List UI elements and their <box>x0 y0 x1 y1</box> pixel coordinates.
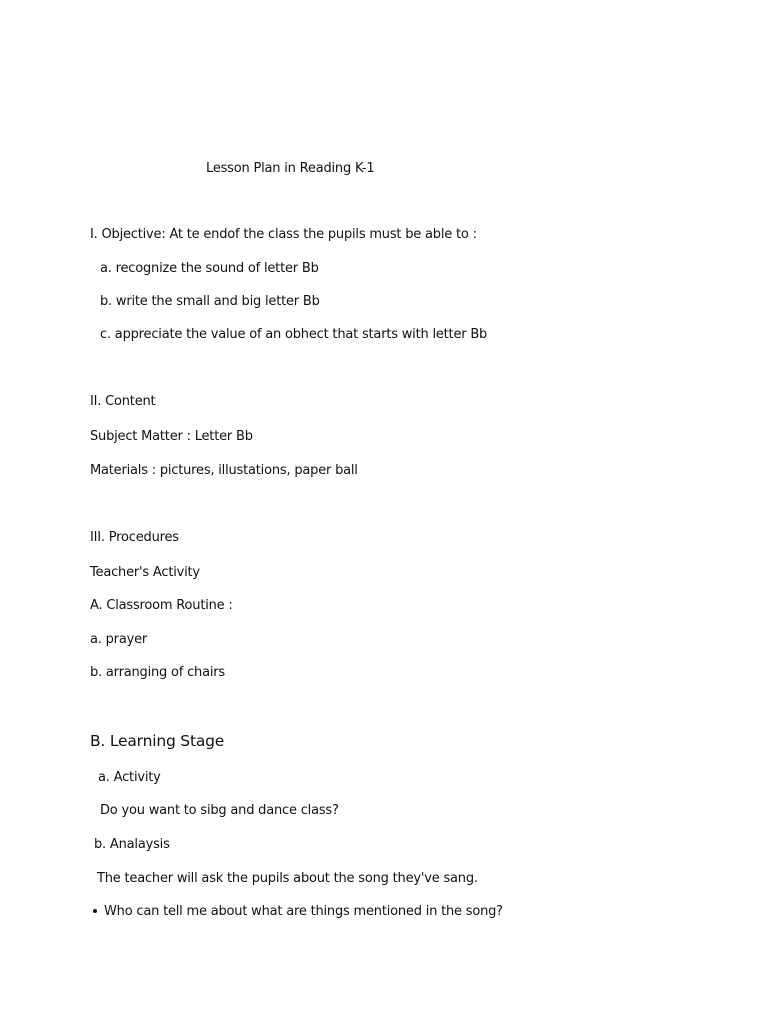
learning-stage-heading: B. Learning Stage <box>90 732 225 750</box>
routine-item-chairs: b. arranging of chairs <box>90 665 225 680</box>
bullet-item <box>93 904 503 920</box>
analysis-text: The teacher will ask the pupils about the song they've sang. <box>97 871 478 886</box>
document-title: Lesson Plan in Reading K-1 <box>206 161 375 176</box>
classroom-routine-heading: A. Classroom Routine : <box>90 598 233 613</box>
subject-matter: Subject Matter : Letter Bb <box>90 429 253 444</box>
objective-item-a: a. recognize the sound of letter Bb <box>100 261 319 276</box>
analysis-label: b. Analaysis <box>94 837 170 852</box>
bullet-icon <box>93 909 97 913</box>
objective-item-c: c. appreciate the value of an obhect that starts with letter Bb <box>100 327 488 342</box>
objective-heading: I. Objective: At te endof the class the pupils must be able to : <box>90 227 477 242</box>
bullet-item-text: Who can tell me about what are things mentioned in the song? <box>104 904 503 919</box>
objective-item-b: b. write the small and big letter Bb <box>100 294 320 309</box>
teachers-activity-label: Teacher's Activity <box>90 565 200 580</box>
routine-item-prayer: a. prayer <box>90 632 148 647</box>
procedures-heading: III. Procedures <box>90 530 179 545</box>
materials: Materials : pictures, illustations, paper ball <box>90 463 358 478</box>
content-heading: II. Content <box>90 394 156 409</box>
activity-text: Do you want to sibg and dance class? <box>100 803 339 818</box>
activity-label: a. Activity <box>98 770 161 785</box>
